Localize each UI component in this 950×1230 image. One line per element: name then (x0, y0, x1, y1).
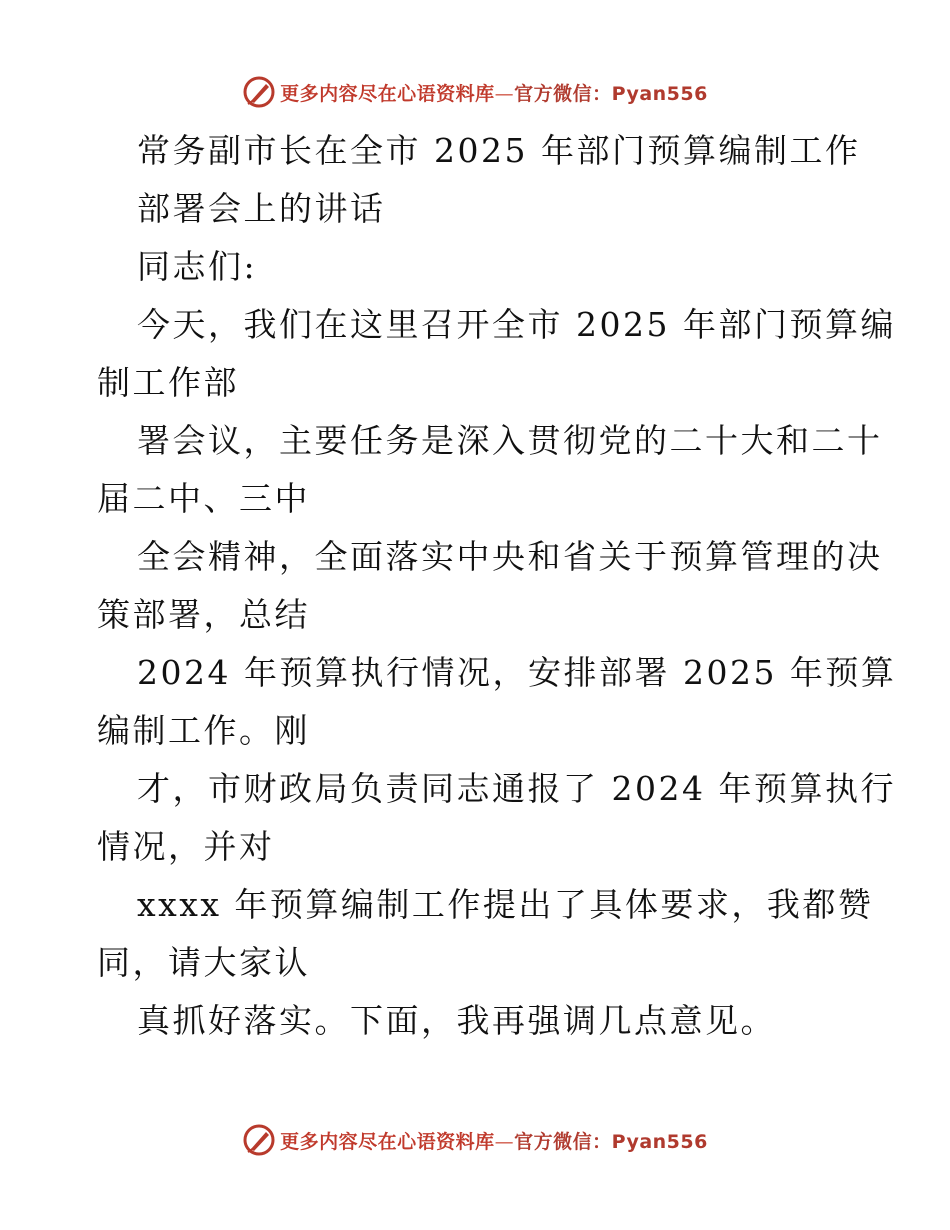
document-body (97, 122, 897, 1050)
watermark-contact: 官方微信：Pyan556 (514, 82, 708, 105)
quill-logo-icon (242, 75, 276, 109)
paragraph-line: xxxx 年预算编制工作提出了具体要求，我都赞 (137, 885, 874, 924)
paragraph-line: 届二中、三中 (97, 479, 310, 518)
paragraph-line: 2024 年预算执行情况，安排部署 2025 年预算 (137, 653, 897, 692)
paragraph-line: 制工作部 (97, 363, 239, 402)
watermark-separator: — (494, 82, 515, 105)
watermark-footer (0, 1120, 950, 1160)
watermark-separator: — (494, 1130, 515, 1153)
paragraph-line: 真抓好落实。下面，我再强调几点意见。 (137, 1001, 776, 1040)
title-line: 部署会上的讲话 (137, 189, 386, 228)
quill-logo-icon (242, 1123, 276, 1157)
paragraph-line: 今天，我们在这里召开全市 2025 年部门预算编 (137, 305, 896, 344)
watermark-header (0, 72, 950, 112)
paragraph-line: 情况，并对 (97, 827, 275, 866)
title-line: 常务副市长在全市 2025 年部门预算编制工作 (137, 131, 861, 170)
paragraph-line: 策部署，总结 (97, 595, 310, 634)
paragraph-line: 编制工作。刚 (97, 711, 310, 750)
watermark-contact: 官方微信：Pyan556 (514, 1130, 708, 1153)
watermark-text: 更多内容尽在心语资料库 (280, 82, 495, 105)
paragraph-line: 才，市财政局负责同志通报了 2024 年预算执行 (137, 769, 896, 808)
paragraph-line: 署会议，主要任务是深入贯彻党的二十大和二十 (137, 421, 883, 460)
paragraph-line: 全会精神，全面落实中央和省关于预算管理的决 (137, 537, 883, 576)
salutation: 同志们: (137, 247, 258, 286)
watermark-text: 更多内容尽在心语资料库 (280, 1130, 495, 1153)
paragraph-line: 同，请大家认 (97, 943, 310, 982)
